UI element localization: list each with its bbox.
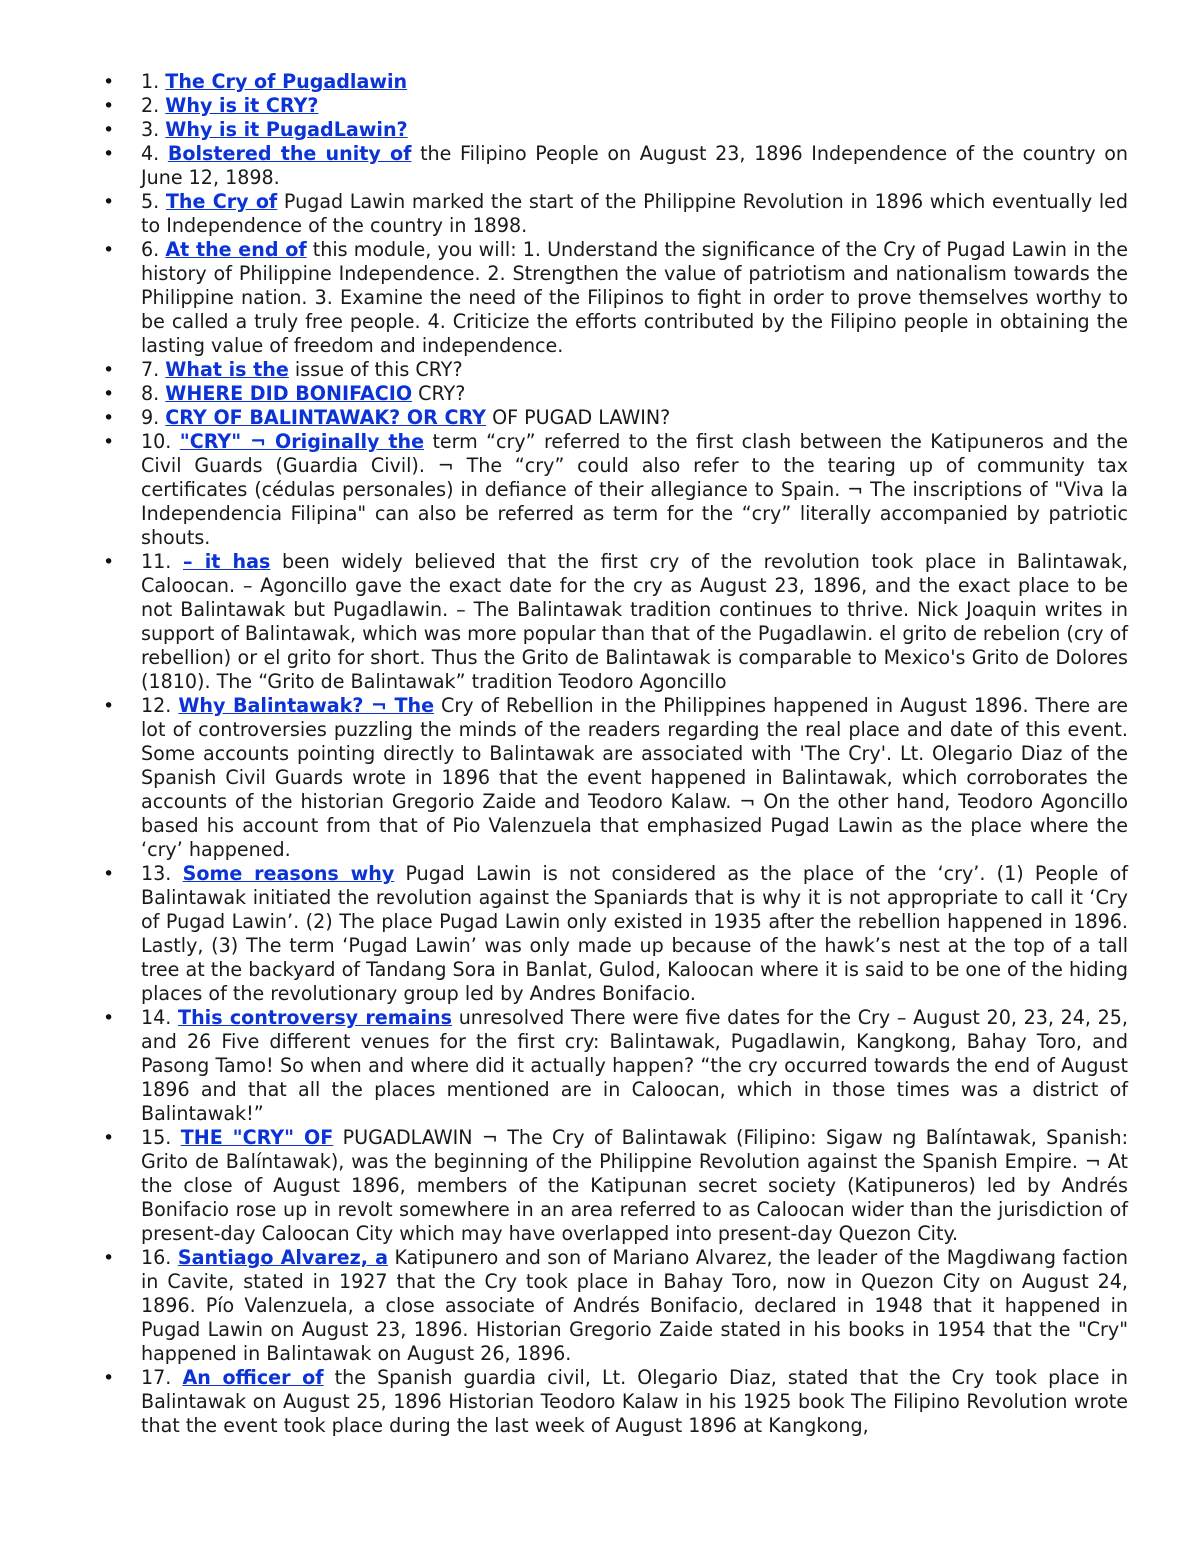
item-number: 12.: [141, 694, 172, 717]
item-number: 7.: [141, 358, 160, 381]
list-item: [141, 70, 1128, 94]
item-text: Cry of Rebellion in the Philippines happened in August 1896. There are lot of controversies puzzling the minds of the readers regarding the real place and date of this event. Some accounts pointing directly to Balintawak are associated with 'The Cry'. Lt. Olegario Diaz of the Spanish Civil Guards wrote in 1896 that the event happened in Balintawak, which corroborates the accounts of the historian Gregorio Zaide and Teodoro Kalaw. ¬ On the other hand, Teodoro Agoncillo based his account from that of Pio Valenzuela that emphasized Pugad Lawin as the place where the ‘cry’ happened.: [141, 694, 1129, 861]
item-link[interactable]: What is the: [165, 358, 289, 381]
list-item: [141, 1006, 1128, 1126]
item-text: this module, you will: 1. Understand the significance of the Cry of Pugad Lawin in the history of Philippine Independence. 2. Strengthen the value of patriotism and nationalism towards the Philippine nation. 3. Examine the need of the Filipinos to fight in order to prove themselves worthy to be called a truly free people. 4. Criticize the efforts contributed by the Filipino people in obtaining the lasting value of freedom and independence.: [141, 238, 1128, 357]
item-number: 14.: [141, 1006, 172, 1029]
item-number: 6.: [141, 238, 160, 261]
item-text: Pugad Lawin is not considered as the place of the ‘cry’. (1) People of Balintawak initiated the revolution against the Spaniards that is why it is not appropriate to call it ‘Cry of Pugad Lawin’. (2) The place Pugad Lawin only existed in 1935 after the rebellion happened in 1896. Lastly, (3) The term ‘Pugad Lawin’ was only made up because of the hawk’s nest at the top of a tall tree at the backyard of Tandang Sora in Banlat, Gulod, Kaloocan where it is said to be one of the hiding places of the revolutionary group led by Andres Bonifacio.: [141, 862, 1128, 1005]
item-link[interactable]: Santiago Alvarez, a: [177, 1246, 388, 1269]
list-item: [141, 142, 1128, 190]
item-number: 15.: [141, 1126, 172, 1149]
list-item: [141, 238, 1128, 358]
item-number: 10.: [141, 430, 172, 453]
item-text: OF PUGAD LAWIN?: [492, 406, 671, 429]
item-number: 1.: [141, 70, 160, 93]
item-link[interactable]: Why Balintawak? ¬ The: [178, 694, 435, 717]
item-number: 2.: [141, 94, 160, 117]
item-text: CRY?: [418, 382, 466, 405]
list-item: [141, 406, 1128, 430]
list-item: [141, 1366, 1128, 1438]
item-number: 17.: [141, 1366, 172, 1389]
item-number: 3.: [141, 118, 160, 141]
item-link[interactable]: Bolstered the unity of: [167, 142, 412, 165]
item-link[interactable]: WHERE DID BONIFACIO: [165, 382, 413, 405]
list-item: [141, 190, 1128, 238]
list-item: [141, 550, 1128, 694]
list-item: [141, 382, 1128, 406]
item-number: 5.: [141, 190, 160, 213]
item-text: unresolved There were five dates for the Cry – August 20, 23, 24, 25, and 26 Five different venues for the first cry: Balintawak, Pugadlawin, Kangkong, Bahay Toro, and Pasong Tamo! So when and where did it actually happen? “the cry occurred towards the end of August 1896 and that all the places mentioned are in Caloocan, which in those times was a district of Balintawak!”: [141, 1006, 1128, 1125]
item-text: issue of this CRY?: [294, 358, 463, 381]
item-text: been widely believed that the first cry of the revolution took place in Balintawak, Caloocan. – Agoncillo gave the exact date for the cry as August 23, 1896, and the exact place to be not Balintawak but Pugadlawin. – The Balintawak tradition continues to thrive. Nick Joaquin writes in support of Balintawak, which was more popular than that of the Pugadlawin. el grito de rebelion (cry of rebellion) or el grito for short. Thus the Grito de Balintawak is comparable to Mexico's Grito de Dolores (1810). The “Grito de Balintawak” tradition Teodoro Agoncillo: [141, 550, 1128, 693]
list-item: [141, 430, 1128, 550]
item-text: Pugad Lawin marked the start of the Philippine Revolution in 1896 which eventually led to Independence of the country in 1898.: [141, 190, 1128, 237]
item-number: 9.: [141, 406, 160, 429]
item-number: 11.: [141, 550, 172, 573]
item-text: the Spanish guardia civil, Lt. Olegario Diaz, stated that the Cry took place in Balintawak on August 25, 1896 Historian Teodoro Kalaw in his 1925 book The Filipino Revolution wrote that the event took place during the last week of August 1896 at Kangkong,: [141, 1366, 1128, 1437]
item-link[interactable]: – it has: [182, 550, 271, 573]
item-link[interactable]: Why is it CRY?: [165, 94, 319, 117]
item-number: 4.: [141, 142, 160, 165]
item-link[interactable]: "CRY" ¬ Originally the: [179, 430, 425, 453]
list-item: [141, 694, 1128, 862]
item-number: 8.: [141, 382, 160, 405]
item-link[interactable]: CRY OF BALINTAWAK? OR CRY: [165, 406, 486, 429]
item-number: 16.: [141, 1246, 172, 1269]
list-item: [141, 1246, 1128, 1366]
item-number: 13.: [141, 862, 172, 885]
list-item: [141, 1126, 1128, 1246]
list-item: [141, 862, 1128, 1006]
item-link[interactable]: THE "CRY" OF: [180, 1126, 334, 1149]
item-link[interactable]: Some reasons why: [182, 862, 395, 885]
list-item: [141, 358, 1128, 382]
item-link[interactable]: The Cry of Pugadlawin: [165, 70, 408, 93]
item-text: term “cry” referred to the first clash between the Katipuneros and the Civil Guards (Guardia Civil). ¬ The “cry” could also refer to the tearing up of community tax certificates (cédulas personales) in defiance of their allegiance to Spain. ¬ The inscriptions of "Viva la Independencia Filipina" can also be referred as term for the “cry” literally accompanied by patriotic shouts.: [141, 430, 1128, 549]
numbered-list: [141, 70, 1128, 1438]
item-text: Katipunero and son of Mariano Alvarez, the leader of the Magdiwang faction in Cavite, stated in 1927 that the Cry took place in Bahay Toro, now in Quezon City on August 24, 1896. Pío Valenzuela, a close associate of Andrés Bonifacio, declared in 1948 that it happened in Pugad Lawin on August 23, 1896. Historian Gregorio Zaide stated in his books in 1954 that the "Cry" happened in Balintawak on August 26, 1896.: [141, 1246, 1128, 1365]
item-text: PUGADLAWIN ¬ The Cry of Balintawak (Filipino: Sigaw ng Balíntawak, Spanish: Grito de Balíntawak), was the beginning of the Philippine Revolution against the Spanish Empire. ¬ At the close of August 1896, members of the Katipunan secret society (Katipuneros) led by Andrés Bonifacio rose up in revolt somewhere in an area referred to as Caloocan wider than the jurisdiction of present-day Caloocan City which may have overlapped into present-day Quezon City.: [141, 1126, 1129, 1245]
item-link[interactable]: At the end of: [165, 238, 307, 261]
item-link[interactable]: Why is it PugadLawin?: [165, 118, 408, 141]
list-item: [141, 118, 1128, 142]
item-text: the Filipino People on August 23, 1896 Independence of the country on June 12, 1898.: [141, 142, 1128, 189]
list-item: [141, 94, 1128, 118]
item-link[interactable]: This controversy remains: [178, 1006, 453, 1029]
item-link[interactable]: The Cry of: [165, 190, 278, 213]
item-link[interactable]: An officer of: [182, 1366, 324, 1389]
